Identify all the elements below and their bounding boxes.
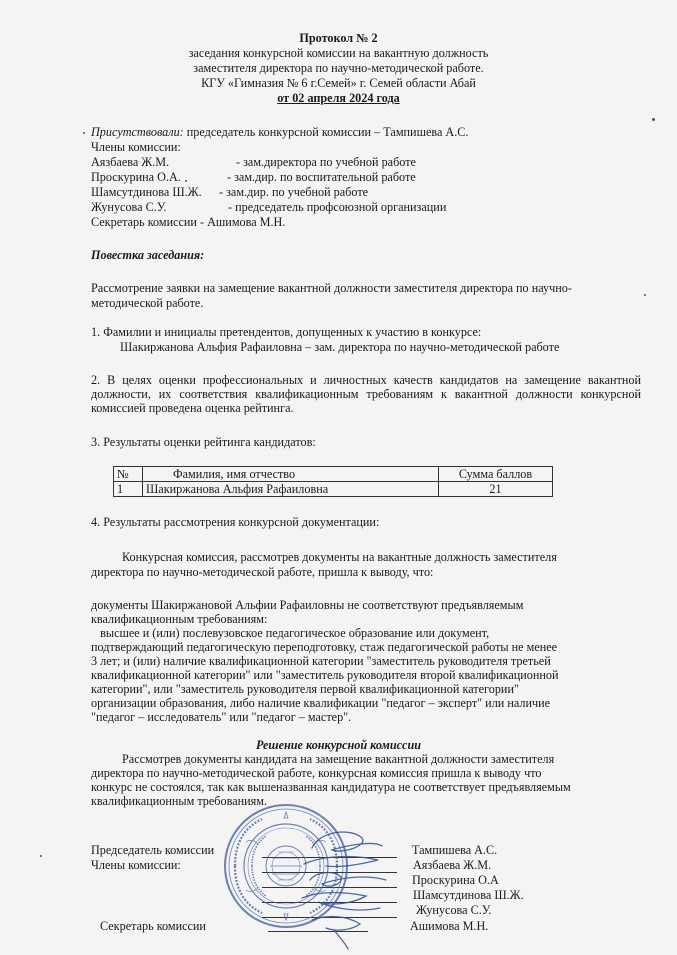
- candidate-line: Шакиржанова Альфия Рафаиловна – зам. директора по научно-методической работе: [120, 340, 560, 354]
- decision-line: директора по научно-методической работе, конкурсная комиссия пришла к выводу что: [91, 766, 542, 780]
- header-line: КГУ «Гимназия № 6 г.Семей» г. Семей области Абай: [201, 76, 476, 90]
- item-4: 4. Результаты рассмотрения конкурсной документации:: [91, 515, 380, 529]
- decision-line: Рассмотрев документы кандидата на замещение вакантной должности заместителя: [122, 752, 555, 766]
- doc-line: документы Шакиржановой Альфии Рафаиловны не соответствуют предъявляемым: [91, 598, 524, 612]
- member-name: Проскурина О.А.: [91, 170, 181, 184]
- doc-line: "педагог – исследователь" или "педагог – мастер".: [91, 710, 352, 724]
- members-label: Члены комиссии:: [91, 140, 181, 154]
- table-cell: Шакиржанова Альфия Рафаиловна: [143, 482, 439, 497]
- member-role: - председатель профсоюзной организации: [228, 200, 447, 214]
- agenda-text: Рассмотрение заявки на замещение вакантной должности заместителя директора по научно-: [91, 281, 572, 295]
- doc-line: высшее и (или) послевузовское педагогическое образование или документ,: [91, 626, 490, 640]
- review-text: Конкурсная комиссия, рассмотрев документы на вакантные должность заместителя: [122, 550, 557, 564]
- item-1: 1. Фамилии и инициалы претендентов, допущенных к участию в конкурсе:: [91, 325, 482, 339]
- doc-line: квалификационным требованиям:: [91, 612, 268, 626]
- present-label: Присутствовали:: [91, 125, 184, 139]
- signatory-name: Аязбаева Ж.М.: [413, 858, 492, 872]
- agenda-label: Повестка заседания:: [91, 248, 205, 262]
- table-cell: 1: [114, 482, 143, 497]
- agenda-text: методической работе.: [91, 296, 204, 310]
- decision-line: конкурс не состоялся, так как вышеназванная кандидатура не соответствует предъявляемым: [91, 780, 571, 794]
- doc-line: 3 лет; и (или) наличие квалификационной категории "заместитель руководителя третьей: [91, 654, 551, 668]
- doc-line: подтверждающий педагогическую переподготовку, стаж педагогической работы не менее: [91, 640, 558, 654]
- review-text: директора по научно-методической работе, пришла к выводу, что:: [91, 565, 434, 579]
- rating-table: [113, 466, 553, 497]
- doc-line: категории", или "заместитель руководителя первой квалификационной категории": [91, 682, 519, 696]
- table-header-cell: №: [114, 467, 143, 482]
- doc-line: квалификационной категории" или "заместитель руководителя второй квалификационной: [91, 668, 559, 682]
- document-date: от 02 апреля 2024 года: [277, 91, 400, 105]
- secretary-line: Секретарь комиссии - Ашимова М.Н.: [91, 215, 286, 229]
- signatory-name: Тампишева А.С.: [412, 843, 498, 857]
- item-3: 3. Результаты оценки рейтинга кандидатов:: [91, 435, 316, 449]
- signatory-name: Шамсутдинова Ш.Ж.: [413, 888, 524, 902]
- handwritten-signature-image: [282, 820, 402, 950]
- doc-line: организации образования, либо наличие квалификации "педагог – эксперт" или наличие: [91, 696, 551, 710]
- item-2: 2. В целях оценки профессиональных и личностных качеств кандидатов на замещение вакантной должности, их соответствия квалификационным требованиям к вакантной должности конкурсной комиссией проведена оценка рейтинга.: [91, 373, 641, 416]
- secretary-signature-label: Секретарь комиссии: [100, 919, 206, 933]
- table-row: [114, 482, 553, 497]
- table-header-row: [114, 467, 553, 482]
- member-name: Жунусова С.У.: [91, 200, 167, 214]
- scan-speck: [83, 132, 85, 134]
- table-header-cell: Сумма баллов: [439, 467, 553, 482]
- chair-label: Председатель комиссии: [91, 843, 215, 857]
- member-name: Аязбаева Ж.М.: [91, 155, 170, 169]
- present-line: [91, 125, 468, 139]
- signatory-name: Проскурина О.А: [412, 873, 499, 887]
- signatory-name: Ашимова М.Н.: [410, 919, 489, 933]
- present-text: председатель конкурсной комиссии – Тампишева А.С.: [186, 125, 469, 139]
- scan-speck: [185, 180, 187, 182]
- scan-speck: [652, 118, 655, 121]
- member-role: - зам.дир. по учебной работе: [219, 185, 369, 199]
- member-name: Шамсутдинова Ш.Ж.: [91, 185, 202, 199]
- document-title: Протокол № 2: [299, 31, 378, 45]
- scan-speck: [40, 855, 42, 857]
- header-line: заседания конкурсной комиссии на вакантную должность: [188, 46, 489, 60]
- member-role: - зам.директора по учебной работе: [236, 155, 416, 169]
- table-cell: 21: [439, 482, 553, 497]
- decision-line: квалификационным требованиям.: [91, 794, 268, 808]
- member-role: - зам.дир. по воспитательной работе: [227, 170, 416, 184]
- members-signature-label: Члены комиссии:: [91, 858, 181, 872]
- header-line: заместителя директора по научно-методической работе.: [193, 61, 484, 75]
- signatory-name: Жунусова С.У.: [416, 903, 492, 917]
- table-header-cell: Фамилия, имя отчество: [143, 467, 439, 482]
- scan-speck: [644, 294, 646, 296]
- decision-title: Решение конкурсной комиссии: [256, 738, 422, 752]
